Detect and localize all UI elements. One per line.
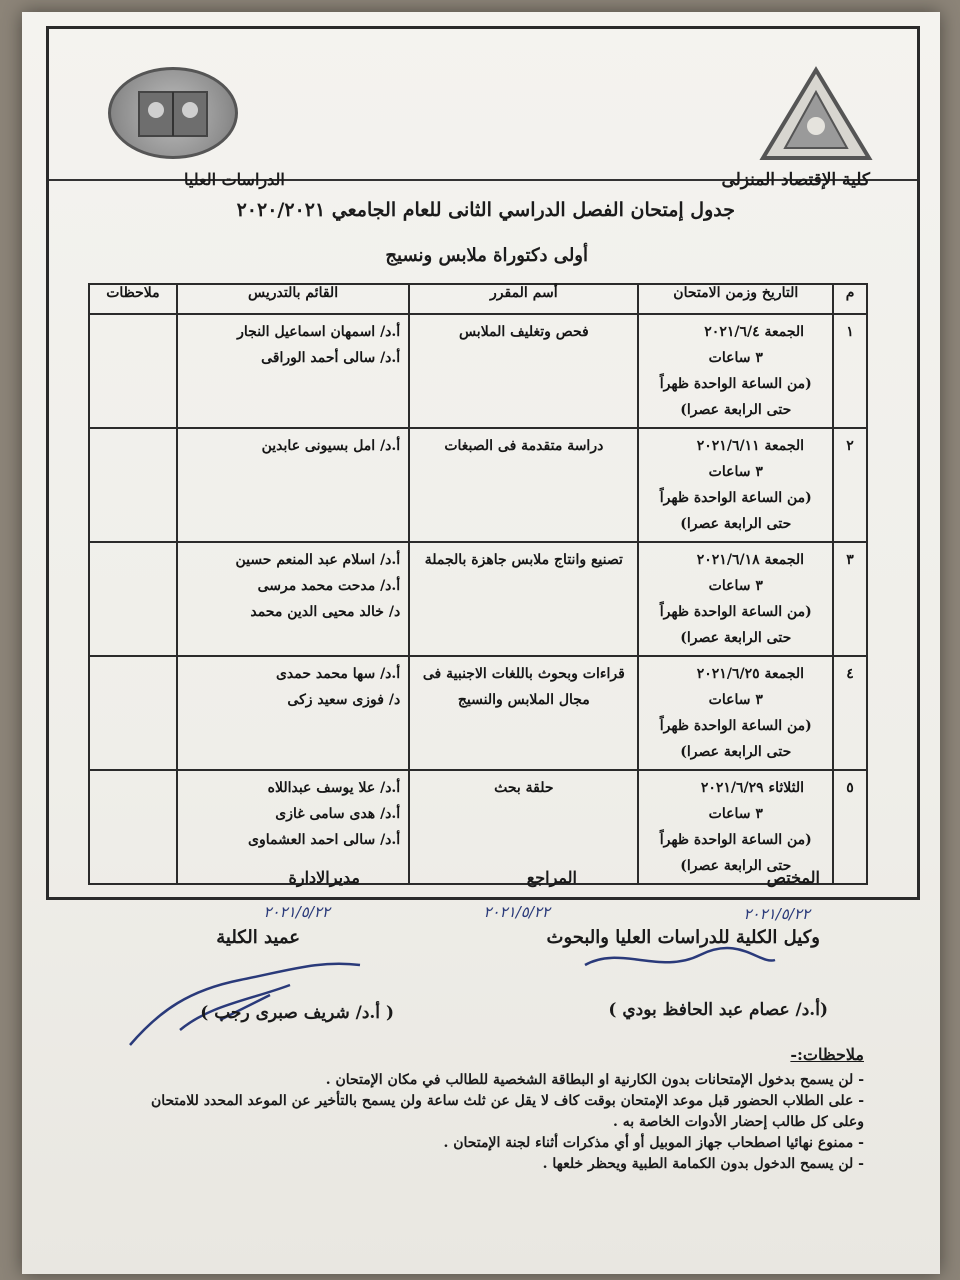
row-number: ٢ — [833, 428, 867, 542]
handwritten-date: ٢٠٢١/٥/٢٢ — [483, 903, 550, 921]
vice-dean-title: وكيل الكلية للدراسات العليا والبحوث — [546, 927, 820, 948]
staff-cell — [177, 656, 409, 770]
row-number: ٥ — [833, 770, 867, 884]
table-row — [89, 656, 867, 770]
staff-member: أ.د/ اسلام عبد المنعم حسين — [235, 552, 401, 568]
column-header: أسم المقرر — [409, 284, 638, 314]
course-name: دراسة متقدمة فى الصبغات — [409, 428, 638, 542]
exam-hours: ٣ ساعات — [708, 692, 763, 708]
table-row — [89, 542, 867, 656]
note-item: - لن يسمح بدخول الإمتحانات بدون الكارنية او البطاقة الشخصية للطالب في مكان الإمتحان . — [325, 1072, 864, 1088]
staff-cell — [177, 428, 409, 542]
exam-day: الجمعة ٢٠٢١/٦/٤ — [704, 324, 805, 340]
handwritten-date: ٢٠٢١/٥/٢٢ — [743, 905, 810, 923]
staff-member: أ.د/ امل بسيونى عابدين — [261, 438, 401, 454]
exam-to: حتى الرابعة عصرا) — [680, 516, 792, 532]
course-name: تصنيع وانتاج ملابس جاهزة بالجملة — [409, 542, 638, 656]
note-item: - على الطلاب الحضور قبل موعد الإمتحان بوقت كاف لا يقل عن ثلث ساعة ولن يسمح بالتأخير عن الموعد المحدد للامتحان وعلى كل طالب إحضار الأدوات الخاصة به . — [150, 1093, 864, 1130]
course-name: فحص وتغليف الملابس — [409, 314, 638, 428]
course-name: قراءات وبحوث باللغات الاجنبية فى مجال الملابس والنسيج — [409, 656, 638, 770]
exam-to: حتى الرابعة عصرا) — [680, 630, 792, 646]
notes-cell — [89, 314, 177, 428]
row-number: ١ — [833, 314, 867, 428]
table-row — [89, 314, 867, 428]
staff-cell — [177, 542, 409, 656]
schedule-title: جدول إمتحان الفصل الدراسي الثانى للعام الجامعي ٢٠٢٠/٢٠٢١ — [236, 199, 735, 221]
faculty-logo-icon — [108, 67, 238, 159]
exam-hours: ٣ ساعات — [708, 578, 763, 594]
column-header: التاريخ وزمن الامتحان — [638, 284, 833, 314]
staff-cell — [177, 770, 409, 884]
exam-day: الثلاثاء ٢٠٢١/٦/٢٩ — [700, 780, 805, 796]
staff-member: أ.د/ علا يوسف عبداللاه — [267, 780, 401, 796]
exam-date-cell — [638, 428, 833, 542]
dean-name: ( أ.د/ شريف صبرى رجب ) — [200, 1003, 394, 1023]
staff-member: أ.د/ سالى أحمد الوراقى — [261, 350, 401, 366]
column-header: م — [833, 284, 867, 314]
exam-date-cell — [638, 314, 833, 428]
course-name: حلقة بحث — [409, 770, 638, 884]
exam-from: (من الساعة الواحدة ظهراً — [659, 376, 812, 392]
table-row — [89, 428, 867, 542]
staff-member: أ.د/ مدحت محمد مرسى — [257, 578, 401, 594]
exam-day: الجمعة ٢٠٢١/٦/٢٥ — [696, 666, 805, 682]
notes-cell — [89, 428, 177, 542]
dean-title: عميد الكلية — [216, 927, 300, 948]
exam-day: الجمعة ٢٠٢١/٦/١٨ — [696, 552, 805, 568]
staff-member: أ.د/ اسمهان اسماعيل النجار — [237, 324, 401, 340]
staff-member: د/ فوزى سعيد زكى — [287, 692, 401, 708]
exam-schedule-table — [88, 283, 868, 885]
exam-hours: ٣ ساعات — [708, 806, 763, 822]
exam-date-cell — [638, 542, 833, 656]
exam-to: حتى الرابعة عصرا) — [680, 744, 792, 760]
column-header: ملاحظات — [89, 284, 177, 314]
note-item: - ممنوع نهائيا اصطحاب جهاز الموبيل أو أي مذكرات أثناء لجنة الإمتحان . — [443, 1135, 864, 1151]
exam-from: (من الساعة الواحدة ظهراً — [659, 832, 812, 848]
department-name: الدراسات العليا — [184, 170, 285, 189]
vice-dean-signature-icon — [580, 940, 780, 980]
staff-member: د/ خالد محيى الدين محمد — [250, 604, 401, 620]
university-logo-icon — [757, 64, 875, 164]
exam-from: (من الساعة الواحدة ظهراً — [659, 490, 812, 506]
note-item: - لن يسمح الدخول بدون الكمامة الطبية ويحظر خلعها . — [542, 1156, 864, 1172]
row-number: ٣ — [833, 542, 867, 656]
exam-date-cell — [638, 656, 833, 770]
table-row — [89, 770, 867, 884]
vice-dean-name: (أ.د/ عصام عبد الحافظ بودي ) — [608, 1000, 828, 1020]
college-name: كلية الإقتصاد المنزلى — [721, 170, 870, 190]
notes-cell — [89, 656, 177, 770]
exam-from: (من الساعة الواحدة ظهراً — [659, 604, 812, 620]
staff-member: أ.د/ سالى احمد العشماوى — [248, 832, 401, 848]
column-header: القائم بالتدريس — [177, 284, 409, 314]
table-header-row — [89, 284, 867, 314]
staff-member: أ.د/ هدى سامى غازى — [275, 806, 401, 822]
staff-member: أ.د/ سها محمد حمدى — [275, 666, 401, 682]
exam-hours: ٣ ساعات — [708, 350, 763, 366]
reviewer-label: المراجع — [526, 868, 577, 887]
handwritten-date: ٢٠٢١/٥/٢٢ — [263, 903, 330, 921]
notes-cell — [89, 542, 177, 656]
exam-date-cell — [638, 770, 833, 884]
admin-director-label: مديرالادارة — [288, 868, 360, 887]
exam-to: حتى الرابعة عصرا) — [680, 402, 792, 418]
notes-section — [124, 1045, 864, 1175]
staff-cell — [177, 314, 409, 428]
exam-day: الجمعة ٢٠٢١/٦/١١ — [696, 438, 805, 454]
exam-from: (من الساعة الواحدة ظهراً — [659, 718, 812, 734]
exam-hours: ٣ ساعات — [708, 464, 763, 480]
row-number: ٤ — [833, 656, 867, 770]
exam-to: حتى الرابعة عصرا) — [680, 858, 792, 874]
specialist-label: المختص — [766, 868, 820, 887]
notes-title: ملاحظات:- — [790, 1045, 864, 1064]
program-title: أولى دكتوراة ملابس ونسيج — [385, 245, 588, 266]
notes-cell — [89, 770, 177, 884]
